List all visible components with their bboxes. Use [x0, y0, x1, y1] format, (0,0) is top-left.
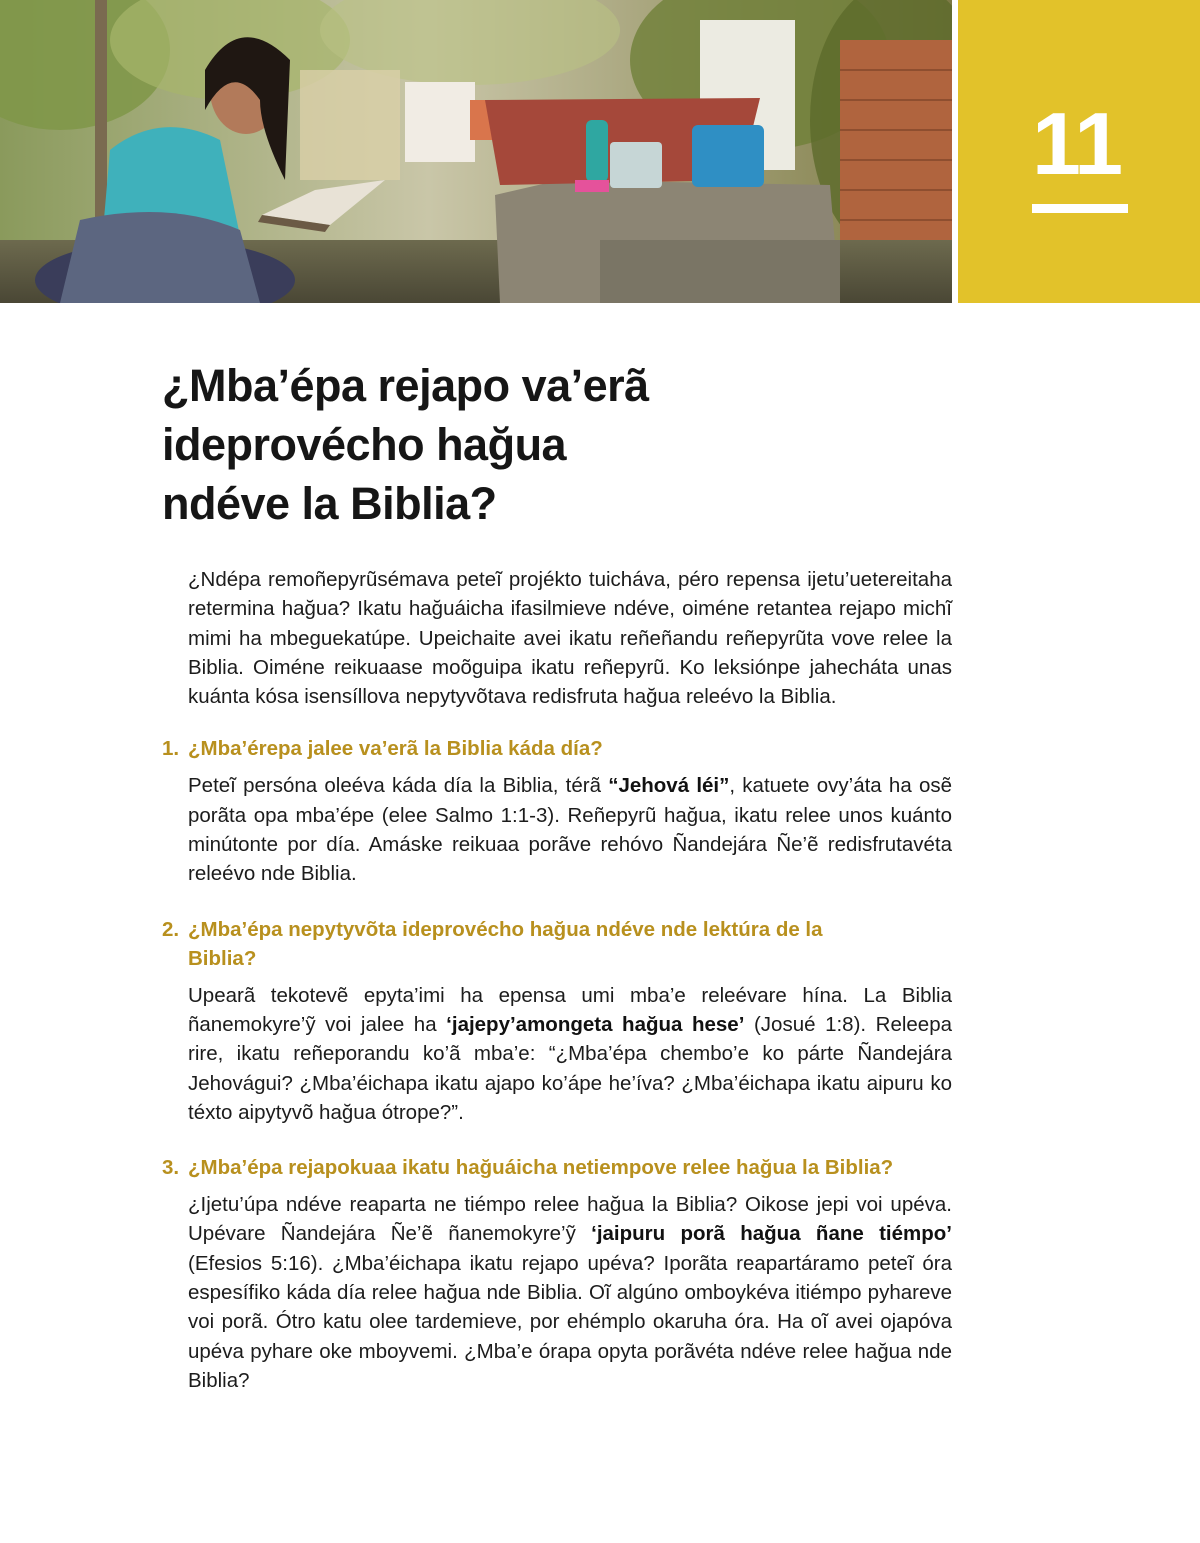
- header-photo: [0, 0, 952, 303]
- lesson-title: [162, 356, 922, 533]
- section-heading: [162, 1153, 952, 1182]
- section-answer: [188, 771, 952, 888]
- answer-emphasis: ‘jajepy’amongeta hağua hese’: [446, 1012, 745, 1036]
- section-question: ¿Mba’épa nepytyvõta ideprovécho hağua ndéve nde lektúra de la Biblia?: [188, 917, 823, 970]
- answer-emphasis: “Jehová léi”: [608, 774, 730, 798]
- answer-text: (Josué 1:8). Releepa rire, ikatu reñeporandu ko’ã mba’e: “¿Mba’épa chembo’e ko párte Ñandejára Jehovágui? ¿Mba’éichapa ikatu ajapo ko’ápe he’íva? ¿Mba’éichapa ikatu aipuru ko téxto aipytyvõ hağua ótrope?”.: [188, 1012, 953, 1124]
- lesson-content: [162, 565, 952, 1421]
- intro-paragraph: ¿Ndépa remoñepyrũsémava peteĩ projékto tuicháva, péro repensa ijetu’uetereitaha retermina hağua? Ikatu hağuáicha ifasilmieve ndéve, oiméne retantea rejapo michĩ mimi ha mbeguekatúpe. Upeichaite avei ikatu reñeñandu reñepyrũta vove relee la Biblia. Oiméne reikuaase moõguipa ikatu reñepyrũ. Ko leksiónpe jahecháta unas kuánta kósa isensíllova nepytyvõtava redisfruta hağua releévo la Biblia.: [188, 568, 952, 709]
- section-heading: [162, 734, 952, 763]
- answer-text: Upearã tekotevẽ epyta’imi ha epensa umi mba’e releévare hína. La Biblia ñanemokyre’ỹ voi jalee ha: [188, 983, 952, 1036]
- title-line: ndéve la Biblia?: [162, 478, 497, 529]
- answer-text: (Efesios 5:16). ¿Mba’éichapa ikatu rejapo upéva? Iporãta reapartáramo peteĩ óra espesífiko káda día relee hağua nde Biblia. Oĩ algúno omboykéva itiémpo pyhareve voi porã. Ótro katu olee tardemieve, por ehémplo okaruha óra. Ha oĩ avei ojapóva upéva pyhare oke mboyvemi. ¿Mba’e órapa opyta porãvéta ndéve relee hağua nde Biblia?: [188, 1251, 952, 1392]
- answer-text: ¿Ijetu’úpa ndéve reaparta ne tiémpo relee hağua la Biblia? Oikose jepi voi upéva. Upévare Ñandejára Ñe’ẽ ñanemokyre’ỹ: [188, 1193, 952, 1246]
- section-number: 2.: [162, 917, 180, 941]
- section-number: 1.: [162, 737, 180, 761]
- section-question: ¿Mba’épa rejapokuaa ikatu hağuáicha netiempove relee hağua la Biblia?: [188, 1156, 894, 1180]
- section-question: ¿Mba’érepa jalee va’erã la Biblia káda día?: [188, 737, 603, 761]
- title-line: ideprovécho hağua: [162, 419, 567, 470]
- chapter-tab: [958, 0, 1200, 303]
- section-heading: [162, 915, 952, 973]
- chapter-underline: [1032, 204, 1128, 213]
- answer-emphasis: ‘jaipuru porã hağua ñane tiémpo’: [591, 1222, 952, 1246]
- chapter-number: 11: [1032, 94, 1122, 193]
- section-answer: [188, 981, 952, 1127]
- title-line: ¿Mba’épa rejapo va’erã: [162, 360, 649, 411]
- section-answer: [188, 1190, 952, 1395]
- answer-text: , katuete ovy’áta ha osẽ porãta opa mba’épe (elee Salmo 1:1-3). Reñepyrũ hağua, ikatu relee unos kuánto minútonte por día. Amáske reikuaa porãve rehóvo Ñandejára Ñe’ẽ redisfrutavéta releévo nde Biblia.: [188, 774, 953, 886]
- answer-text: Peteĩ persóna oleéva káda día la Biblia, térã: [188, 774, 609, 798]
- section-number: 3.: [162, 1156, 180, 1180]
